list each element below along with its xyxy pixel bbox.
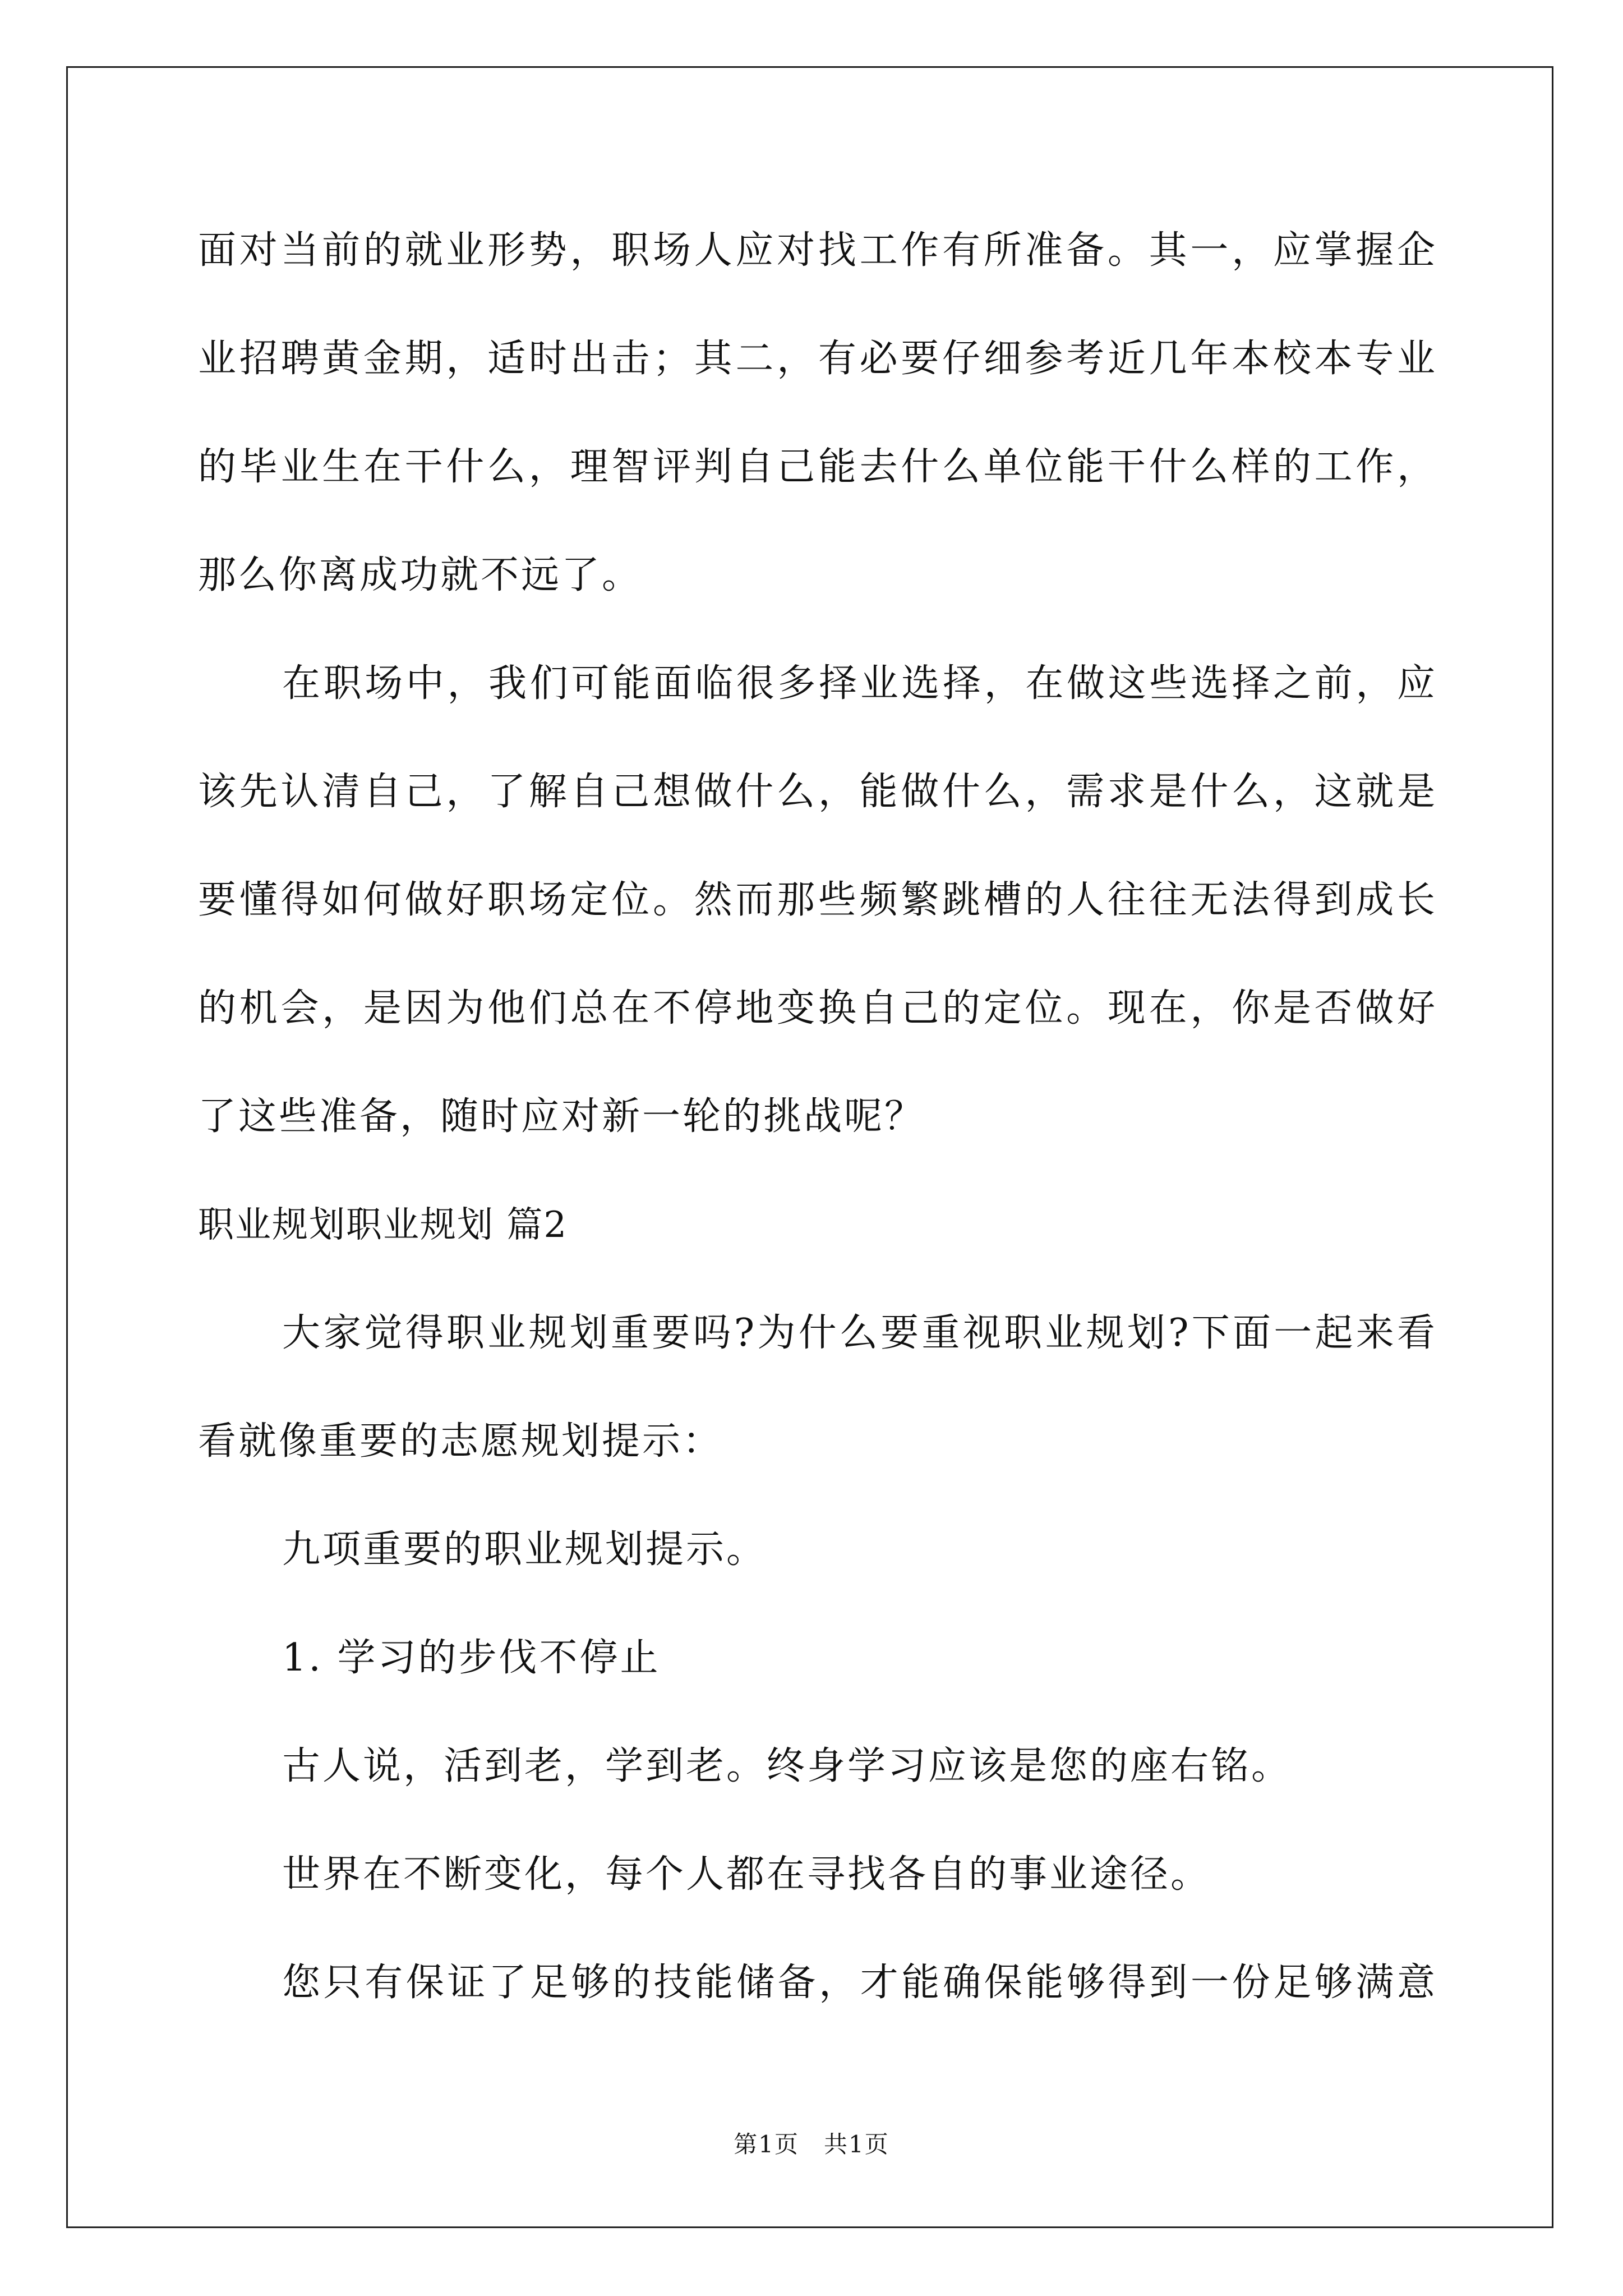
list-item-title: 1. 学习的步伐不停止 (282, 1636, 661, 1680)
text-line: 的毕业生在干什么，理智评判自己能去什么单位能干什么样的工作， (198, 445, 1437, 489)
text-line: 大家觉得职业规划重要吗?为什么要重视职业规划?下面一起来看 (282, 1311, 1437, 1355)
text-line: 您只有保证了足够的技能储备，才能确保能够得到一份足够满意 (282, 1961, 1437, 2005)
document-body (198, 209, 1437, 2049)
text-line: 在职场中，我们可能面临很多择业选择，在做这些选择之前，应 (282, 661, 1437, 706)
page-footer: 第1页 共1页 (734, 2131, 889, 2158)
text-line: 古人说，活到老，学到老。终身学习应该是您的座右铭。 (282, 1744, 1292, 1788)
text-line: 要懂得如何做好职场定位。然而那些频繁跳槽的人往往无法得到成长 (198, 878, 1437, 922)
text-line: 该先认清自己，了解自己想做什么，能做什么，需求是什么，这就是 (198, 770, 1437, 814)
text-line: 了这些准备，随时应对新一轮的挑战呢？ (198, 1094, 925, 1139)
section-heading: 职业规划职业规划 篇2 (198, 1204, 568, 1246)
text-line: 世界在不断变化，每个人都在寻找各自的事业途径。 (282, 1852, 1211, 1897)
text-line: 那么你离成功就不远了。 (198, 553, 643, 597)
text-line: 的机会，是因为他们总在不停地变换自己的定位。现在，你是否做好 (198, 986, 1437, 1030)
text-line: 业招聘黄金期，适时出击；其二，有必要仔细参考近几年本校本专业 (198, 337, 1437, 381)
text-line: 看就像重要的志愿规划提示： (198, 1419, 723, 1464)
text-line: 面对当前的就业形势，职场人应对找工作有所准备。其一，应掌握企 (198, 228, 1437, 273)
text-line: 九项重要的职业规划提示。 (282, 1527, 767, 1572)
